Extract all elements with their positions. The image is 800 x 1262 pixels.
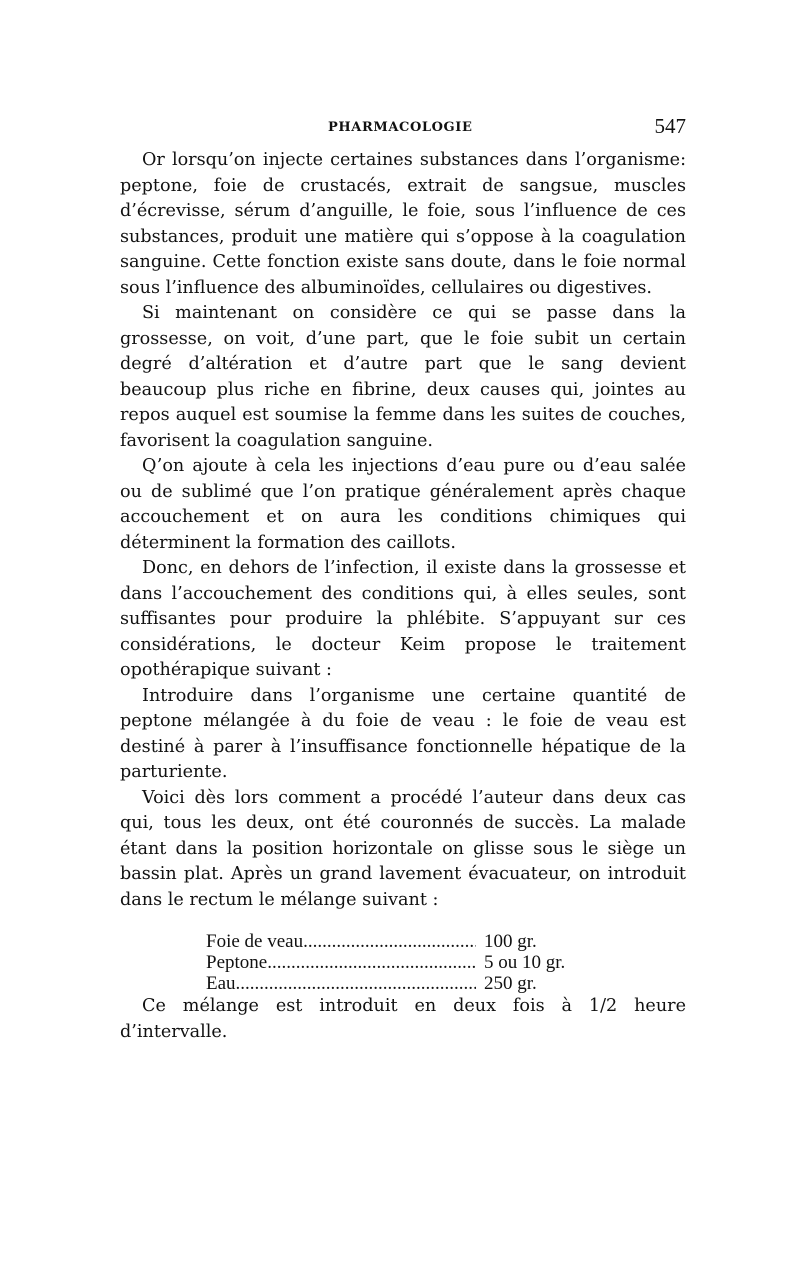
paragraph: Voici dès lors comment a procédé l’auteur dans deux cas qui, tous les deux, ont été couronnés de succès. La malade étant dans la position horizontale on glisse sous le siège un bassin plat. Après un grand lavement évacuateur, on introduit dans le rectum le mélange suivant : <box>120 787 686 910</box>
page-header <box>120 112 686 146</box>
recipe-row <box>206 931 636 952</box>
paragraph: Si maintenant on considère ce qui se passe dans la grossesse, on voit, d’une part, que le foie subit un certain degré d’altération et d’autre part que le sang devient beaucoup plus riche en fibrine, deux causes qui, jointes au repos auquel est soumise la femme dans les suites de couches, favorisent la coagulation sanguine. <box>120 303 686 451</box>
paragraph: Introduire dans l’organisme une certaine quantité de peptone mélangée à du foie de veau : le foie de veau est destiné à parer à l’insuffisance fonctionnelle hépatique de la parturiente. <box>120 685 686 782</box>
closing-paragraph: Ce mélange est introduit en deux fois à 1/2 heure d’intervalle. <box>120 996 686 1042</box>
ingredient-quantity: 250 gr. <box>484 973 537 994</box>
running-title: PHARMACOLOGIE <box>328 120 473 135</box>
recipe-row <box>206 973 636 994</box>
recipe-table <box>206 931 636 994</box>
body-text <box>120 148 686 1045</box>
ingredient-name: Foie de veau ..... <box>206 931 476 952</box>
book-page <box>120 112 686 1045</box>
recipe-row <box>206 952 636 973</box>
ingredient-quantity: 5 ou 10 gr. <box>484 952 566 973</box>
paragraph: Or lorsqu’on injecte certaines substances dans l’organisme: peptone, foie de crustacés, extrait de sangsue, muscles d’écrevisse, sérum d’anguille, le foie, sous l’influence de ces substances, produit une matière qui s’oppose à la coagulation sanguine. Cette fonction existe sans doute, dans le foie normal sous l’influence des albuminoïdes, cellulaires ou digestives. <box>120 150 686 298</box>
page-number: 547 <box>654 114 686 138</box>
ingredient-name: Peptone ..... <box>206 952 476 973</box>
ingredient-name: Eau ..... <box>206 973 476 994</box>
paragraph: Q’on ajoute à cela les injections d’eau pure ou d’eau salée ou de sublimé que l’on pratique généralement après chaque accouchement et on aura les conditions chimiques qui déterminent la formation des caillots. <box>120 456 686 553</box>
ingredient-quantity: 100 gr. <box>484 931 537 952</box>
paragraph: Donc, en dehors de l’infection, il existe dans la grossesse et dans l’accouchement des conditions qui, à elles seules, sont suffisantes pour produire la phlébite. S’appuyant sur ces considérations, le docteur Keim propose le traitement opothérapique suivant : <box>120 558 686 680</box>
